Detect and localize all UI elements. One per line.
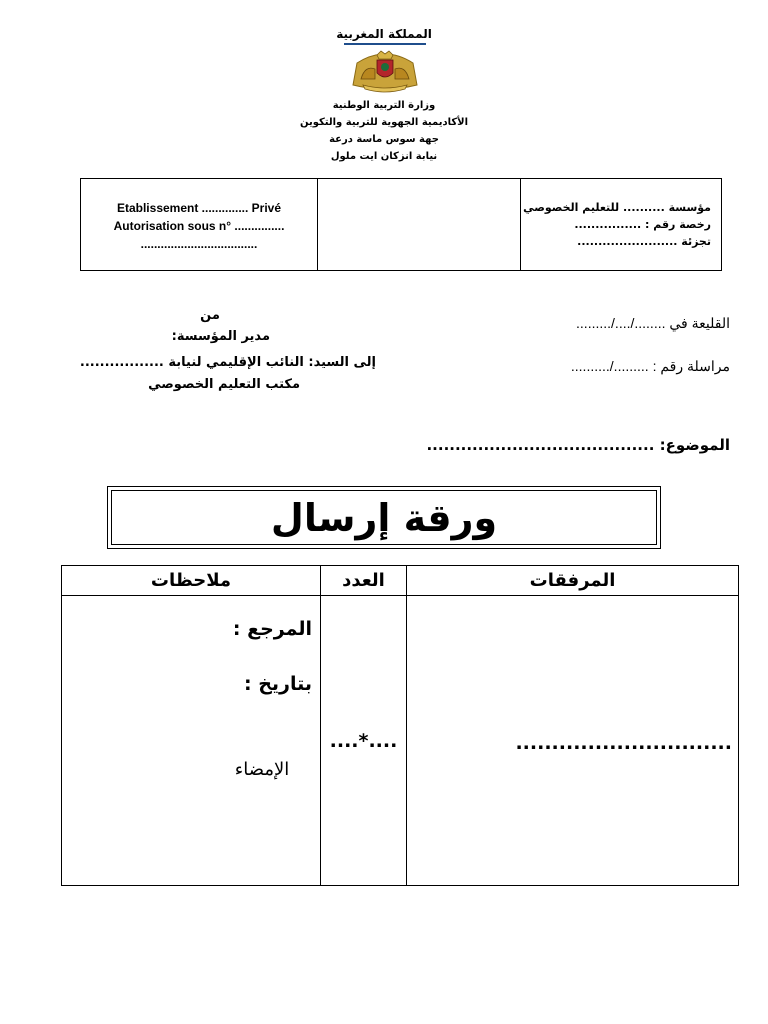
authorization-line: Autorisation sous n° ............... (113, 219, 285, 233)
attachments-value: .............................. (515, 732, 732, 754)
academy-line: الأكاديمية الجهوية للتربية والتكوين (299, 117, 469, 128)
office-label: مكتب التعليم الخصوصي (148, 377, 300, 392)
ministry-line: وزارة التربية الوطنية (332, 100, 436, 111)
french-institution-block (81, 199, 317, 253)
notes-header: ملاحظات (150, 570, 232, 591)
recipient-line: إلى السيد: النائب الإقليمي لنيابة ................. (79, 355, 376, 370)
signature-label: الإمضاء (234, 759, 290, 780)
column-divider (406, 566, 407, 885)
attachments-header: المرفقات (529, 570, 616, 591)
box-divider (317, 179, 318, 270)
from-label: من (200, 308, 220, 323)
count-header: العدد (342, 570, 385, 591)
header-divider (62, 595, 738, 596)
establishment-line: Etablissement .............. Privé (116, 201, 282, 215)
title-frame (107, 486, 661, 549)
column-divider (320, 566, 321, 885)
date-line: القليعة في ......../..../......... (576, 315, 730, 331)
coat-of-arms-emblem (347, 49, 423, 93)
reference-number-line: مراسلة رقم : ........./.......... (570, 358, 730, 374)
region-line: جهة سوس ماسة درعة (329, 134, 439, 145)
subject-line: الموضوع: ........................................ (426, 436, 730, 454)
date-label: بتاريخ : (243, 673, 312, 695)
title-underline (344, 43, 426, 45)
director-label: مدير المؤسسة: (171, 329, 270, 344)
arabic-institution-block (521, 199, 711, 250)
reference-label: المرجع : (232, 618, 312, 640)
institution-line: مؤسسة .......... للتعليم الخصوصي (523, 201, 711, 214)
delegation-line: نيابة انزكان ايت ملول (330, 151, 438, 162)
dotted-line: ................................... (140, 237, 258, 251)
ministry-block (0, 97, 768, 165)
kingdom-title: المملكة المغربية (336, 27, 432, 41)
subdivision-line: تجزئة ........................ (577, 235, 711, 248)
institution-info-box (80, 178, 722, 271)
dispatch-table (61, 565, 739, 886)
count-value: ....*.... (329, 730, 398, 752)
page-title: ورقة إرسال (270, 496, 498, 540)
license-line: رخصة رقم : ................ (574, 218, 711, 231)
